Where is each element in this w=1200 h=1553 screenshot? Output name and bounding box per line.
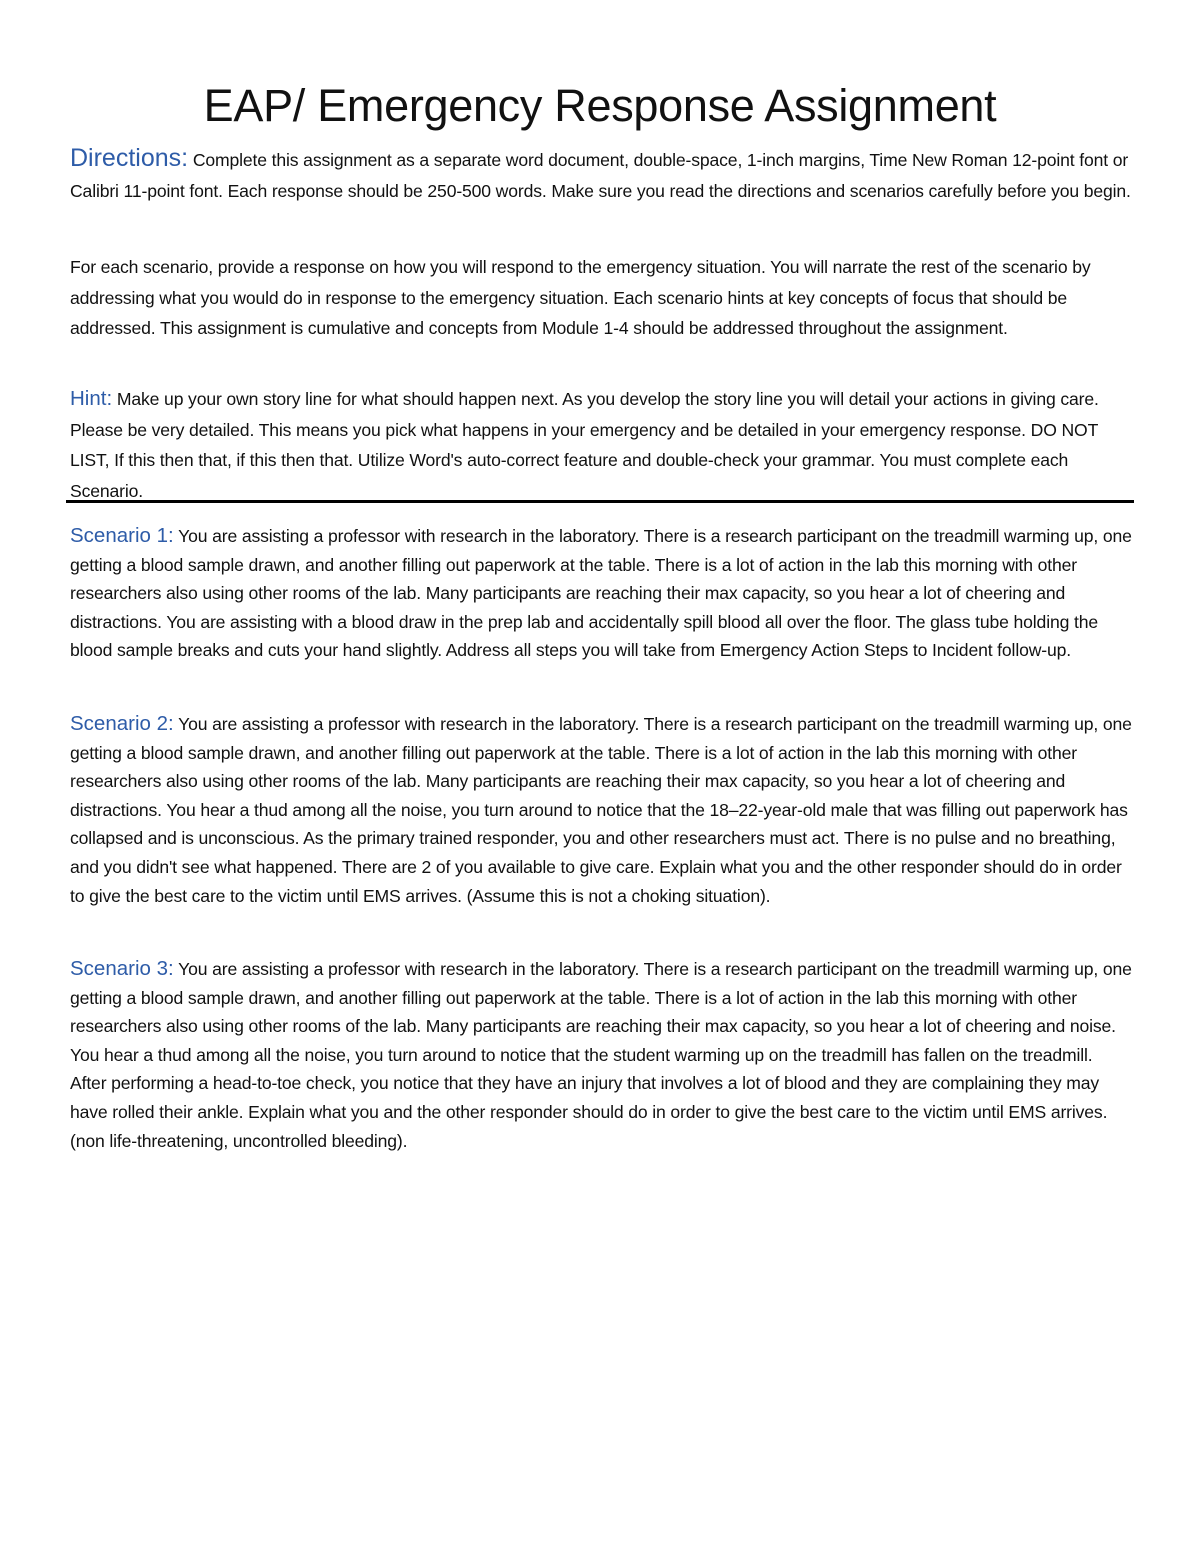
scenario-2-paragraph: [70, 710, 1132, 910]
scenario-1-paragraph: [70, 522, 1132, 665]
hint-paragraph: [70, 384, 1132, 506]
scenario-3-text: You are assisting a professor with research in the laboratory. There is a research participant on the treadmill warming up, one getting a blood sample drawn, and another filling out paperwork at the table. There is a lot of action in the lab this morning with other researchers also using other rooms of the lab. Many participants are reaching their max capacity, so you hear a lot of cheering and noise. You hear a thud among all the noise, you turn around to notice that the student warming up on the treadmill has fallen on the treadmill. After performing a head-to-toe check, you notice that they have an injury that involves a lot of blood and they are complaining they may have rolled their ankle. Explain what you and the other responder should do in order to give the best care to the victim until EMS arrives. (non life-threatening, uncontrolled bleeding).: [70, 959, 1132, 1151]
directions-label: Directions:: [70, 144, 189, 172]
hint-label: Hint:: [70, 387, 113, 410]
scenario-2-label: Scenario 2:: [70, 712, 174, 735]
scenario-3-label: Scenario 3:: [70, 957, 174, 980]
horizontal-divider: [66, 500, 1134, 503]
directions-paragraph: [70, 143, 1132, 207]
scenario-1-text: You are assisting a professor with research in the laboratory. There is a research participant on the treadmill warming up, one getting a blood sample drawn, and another filling out paperwork at the table. There is a lot of action in the lab this morning with other researchers also using other rooms of the lab. Many participants are reaching their max capacity, so you hear a lot of cheering and distractions. You are assisting with a blood draw in the prep lab and accidentally spill blood all over the floor. The glass tube holding the blood sample breaks and cuts your hand slightly. Address all steps you will take from Emergency Action Steps to Incident follow-up.: [70, 526, 1132, 661]
scenario-2-text: You are assisting a professor with research in the laboratory. There is a research participant on the treadmill warming up, one getting a blood sample drawn, and another filling out paperwork at the table. There is a lot of action in the lab this morning with other researchers also using other rooms of the lab. Many participants are reaching their max capacity, so you hear a lot of cheering and distractions. You hear a thud among all the noise, you turn around to notice that the 18–22-year-old male that was filling out paperwork has collapsed and is unconscious. As the primary trained responder, you and other researchers must act. There is no pulse and no breathing, and you didn't see what happened. There are 2 of you available to give care. Explain what you and the other responder should do in order to give the best care to the victim until EMS arrives. (Assume this is not a choking situation).: [70, 714, 1132, 906]
document-title: EAP/ Emergency Response Assignment: [203, 80, 997, 131]
instructions-paragraph: For each scenario, provide a response on how you will respond to the emergency situation. You will narrate the rest of the scenario by addressing what you would do in response to the emergency situation. Each scenario hints at key concepts of focus that should be addressed. This assignment is cumulative and concepts from Module 1-4 should be addressed throughout the assignment.: [70, 257, 1091, 338]
scenario-1-label: Scenario 1:: [70, 524, 174, 547]
scenario-3-paragraph: [70, 955, 1132, 1155]
directions-text: Complete this assignment as a separate word document, double-space, 1-inch margins, Time New Roman 12-point font or Calibri 11-point font. Each response should be 250-500 words. Make sure you read the directions and scenarios carefully before you begin.: [70, 150, 1131, 201]
hint-text: Make up your own story line for what should happen next. As you develop the story line you will detail your actions in giving care. Please be very detailed. This means you pick what happens in your emergency and be detailed in your emergency response. DO NOT LIST, If this then that, if this then that. Utilize Word's auto-correct feature and double-check your grammar. You must complete each Scenario.: [70, 389, 1099, 501]
